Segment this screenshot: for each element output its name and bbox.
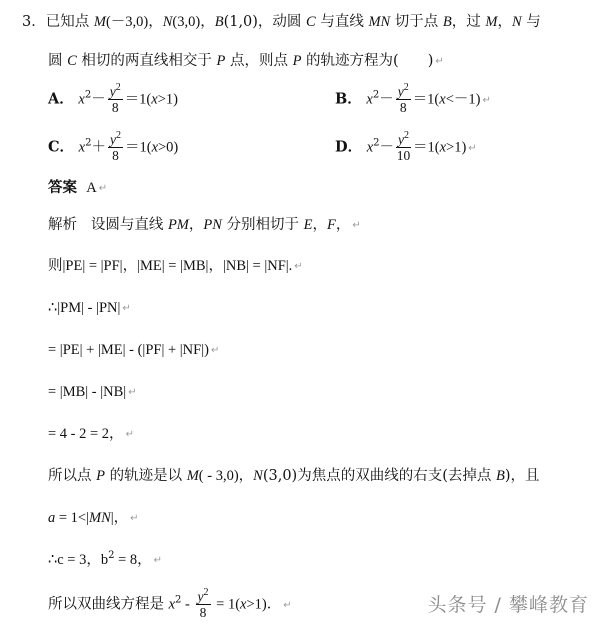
analysis-line-2: 则|PE| = |PF|，|ME| = |MB|，|NB| = |NF|. ↵ xyxy=(48,258,303,274)
answer-value: A xyxy=(86,180,97,196)
analysis-line-3: ∴|PM| - |PN| ↵ xyxy=(48,300,131,316)
fraction: $\frac{y^2}{8}$ xyxy=(109,130,121,163)
analysis-line-1: 解析 设圆与直线 PM，PN 分别相切于 E，F， ↵ xyxy=(48,217,361,233)
return-icon: ↵ xyxy=(130,513,139,524)
return-icon: ↵ xyxy=(122,303,131,314)
answer-line xyxy=(48,178,107,199)
choice-b: B． $x^2-$ $\frac{y^2}{8}$ ＝1(x<－1) ↵ xyxy=(335,82,491,115)
fraction: $\frac{y^2}{8}$ xyxy=(197,587,209,620)
analysis-line-10: 所以双曲线方程是 $x^2$ - $\frac{y^2}{8}$ = 1(x>1)． ↵ xyxy=(48,587,292,620)
choice-d: D． $x^2-$ $\frac{y^2}{10}$ ＝1(x>1) ↵ xyxy=(335,130,477,163)
question-line-1: 3．已知点 M(－3,0)，N(3,0)，B(1,0)，动圆 C 与直线 MN 切于点 B，过 M，N 与 xyxy=(22,14,541,30)
return-icon: ↵ xyxy=(98,183,108,194)
fraction: $\frac{y^2}{8}$ xyxy=(397,82,409,115)
answer-label: 答案 xyxy=(48,179,77,196)
return-icon: ↵ xyxy=(128,387,137,398)
analysis-line-4: = |PE| + |ME| - (|PF| + |NF|) ↵ xyxy=(48,342,220,358)
return-icon: ↵ xyxy=(482,94,491,106)
choice-c: C． $x^2+$ $\frac{y^2}{8}$ ＝1(x>0) xyxy=(48,130,179,163)
choice-a: A． $x^2-$ $\frac{y^2}{8}$ ＝1(x>1) xyxy=(48,82,178,115)
question-line-2: 圆 C 相切的两直线相交于 P 点，则点 P 的轨迹方程为( ) ↵ xyxy=(48,53,444,69)
return-icon: ↵ xyxy=(210,345,220,356)
return-icon: ↵ xyxy=(435,56,444,67)
fraction: $\frac{y^2}{8}$ xyxy=(109,82,121,115)
return-icon: ↵ xyxy=(468,142,477,154)
analysis-line-5: = |MB| - |NB| ↵ xyxy=(48,384,137,400)
analysis-label: 解析 xyxy=(48,217,77,233)
analysis-line-9: ∴c = 3，$b^2 = 8$， ↵ xyxy=(48,550,163,568)
return-icon: ↵ xyxy=(283,599,292,611)
analysis-line-8: a = 1<|MN|， ↵ xyxy=(48,510,139,526)
return-icon: ↵ xyxy=(153,555,163,566)
return-icon: ↵ xyxy=(352,220,361,231)
return-icon: ↵ xyxy=(294,261,303,272)
analysis-line-6: = 4 - 2 = 2， ↵ xyxy=(48,426,134,442)
question-number: 3． xyxy=(22,14,46,30)
fraction: $\frac{y^2}{10}$ xyxy=(396,130,411,163)
watermark: 头条号 / 攀峰教育 xyxy=(427,594,589,616)
return-icon: ↵ xyxy=(125,429,134,440)
analysis-line-7: 所以点 P 的轨迹是以 M( - 3,0)，N(3,0)为焦点的双曲线的右支(去掉点 B)，且 xyxy=(48,468,540,484)
